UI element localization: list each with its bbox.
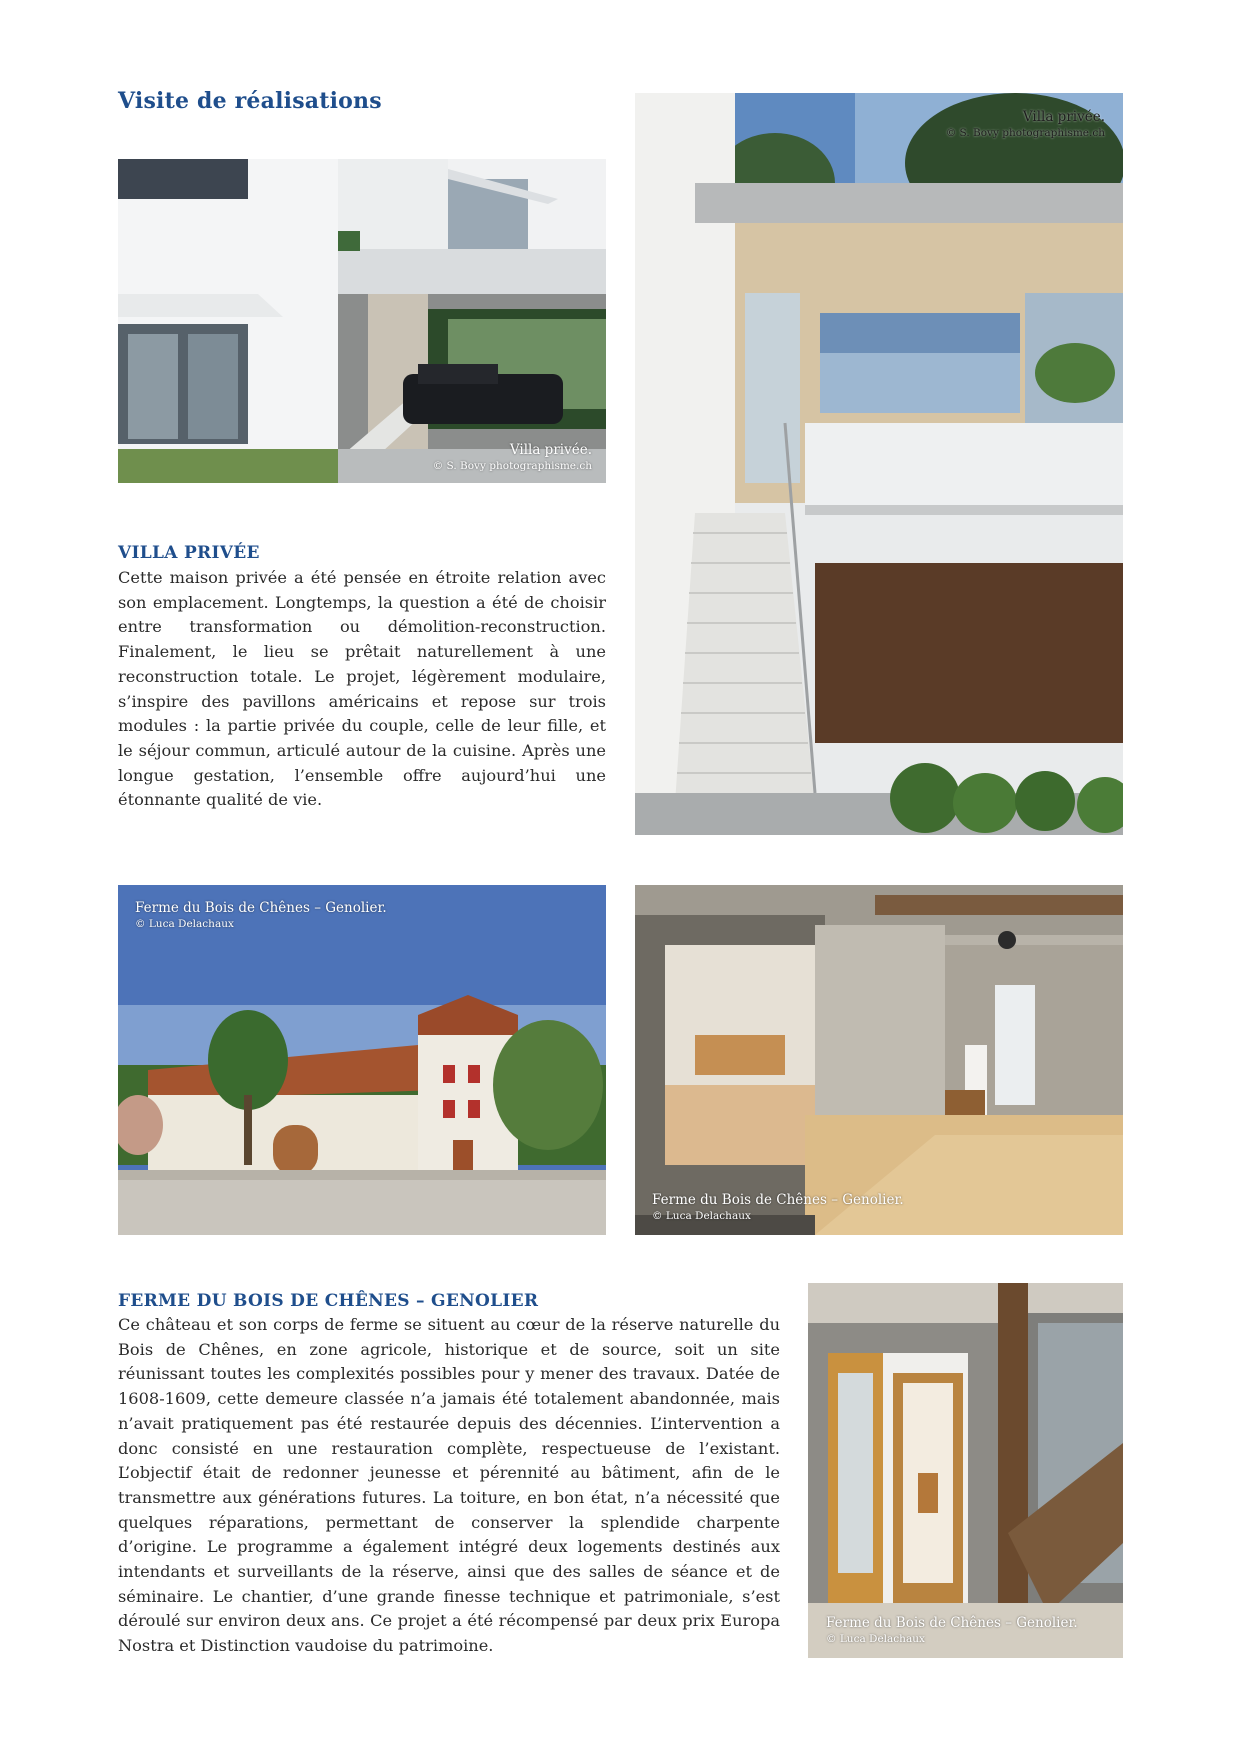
ferme-photo3-caption: Ferme du Bois de Chênes – Genolier. © Luca Delachaux: [826, 1615, 1078, 1645]
villa-photo-carport: [118, 159, 606, 483]
villa-body: Cette maison privée a été pensée en étroite relation avec son emplacement. Longtemps, la question a été de choisir entre transformation ou démolition-reconstruction. Finalement, le lieu se prêtait naturellement à une reconstruction totale. Le projet, légèrement modulaire, s’inspire des pavillons américains et repose sur trois modules : la partie privée du couple, celle de leur fille, et le séjour commun, articulé autour de la cuisine. Après une longue gestation, l’ensemble offre aujourd’hui une étonnante qualité de vie.: [118, 568, 606, 810]
villa-photo-staircase: [635, 93, 1123, 835]
ferme-body: Ce château et son corps de ferme se situent au cœur de la réserve naturelle du Bois de Chênes, en zone agricole, historique et de source, soit un site réunissant toutes les complexités possibles pour y mener des travaux. Datée de 1608-1609, cette demeure classée n’a jamais été totalement abandonnée, mais n’avait pratiquement pas été restaurée depuis des décennies. L’intervention a donc consisté en une restauration complète, respectueuse de l’existant. L’objectif était de redonner jeunesse et pérennité au bâtiment, afin de le transmettre aux générations futures. La toiture, en bon état, n’a nécessité que quelques réparations, permettant de conserver la splendide charpente d’origine. Le programme a également intégré deux logements destinés aux intendants et surveillants de la réserve, ainsi que des salles de séance et de séminaire. Le chantier, d’une grande finesse technique et patrimoniale, s’est déroulé sur environ deux ans. Ce projet a été récompensé par deux prix Europa Nostra et Distinction vaudoise du patrimoine.: [118, 1315, 780, 1656]
villa-photo2-caption: Villa privée. © S. Bovy photographisme.ch: [945, 109, 1105, 139]
section-title: Visite de réalisations: [118, 88, 382, 114]
ferme-photo2-caption: Ferme du Bois de Chênes – Genolier. © Luca Delachaux: [652, 1192, 904, 1222]
villa-title: VILLA PRIVÉE: [118, 543, 260, 563]
ferme-photo1-caption: Ferme du Bois de Chênes – Genolier. © Luca Delachaux: [135, 900, 387, 930]
ferme-title: FERME DU BOIS DE CHÊNES – GENOLIER: [118, 1291, 539, 1311]
villa-photo1-caption: Villa privée. © S. Bovy photographisme.ch: [432, 442, 592, 472]
ferme-photo-interior: [635, 885, 1123, 1235]
ferme-photo-exterior: [118, 885, 606, 1235]
ferme-photo-entrance: [808, 1283, 1123, 1658]
